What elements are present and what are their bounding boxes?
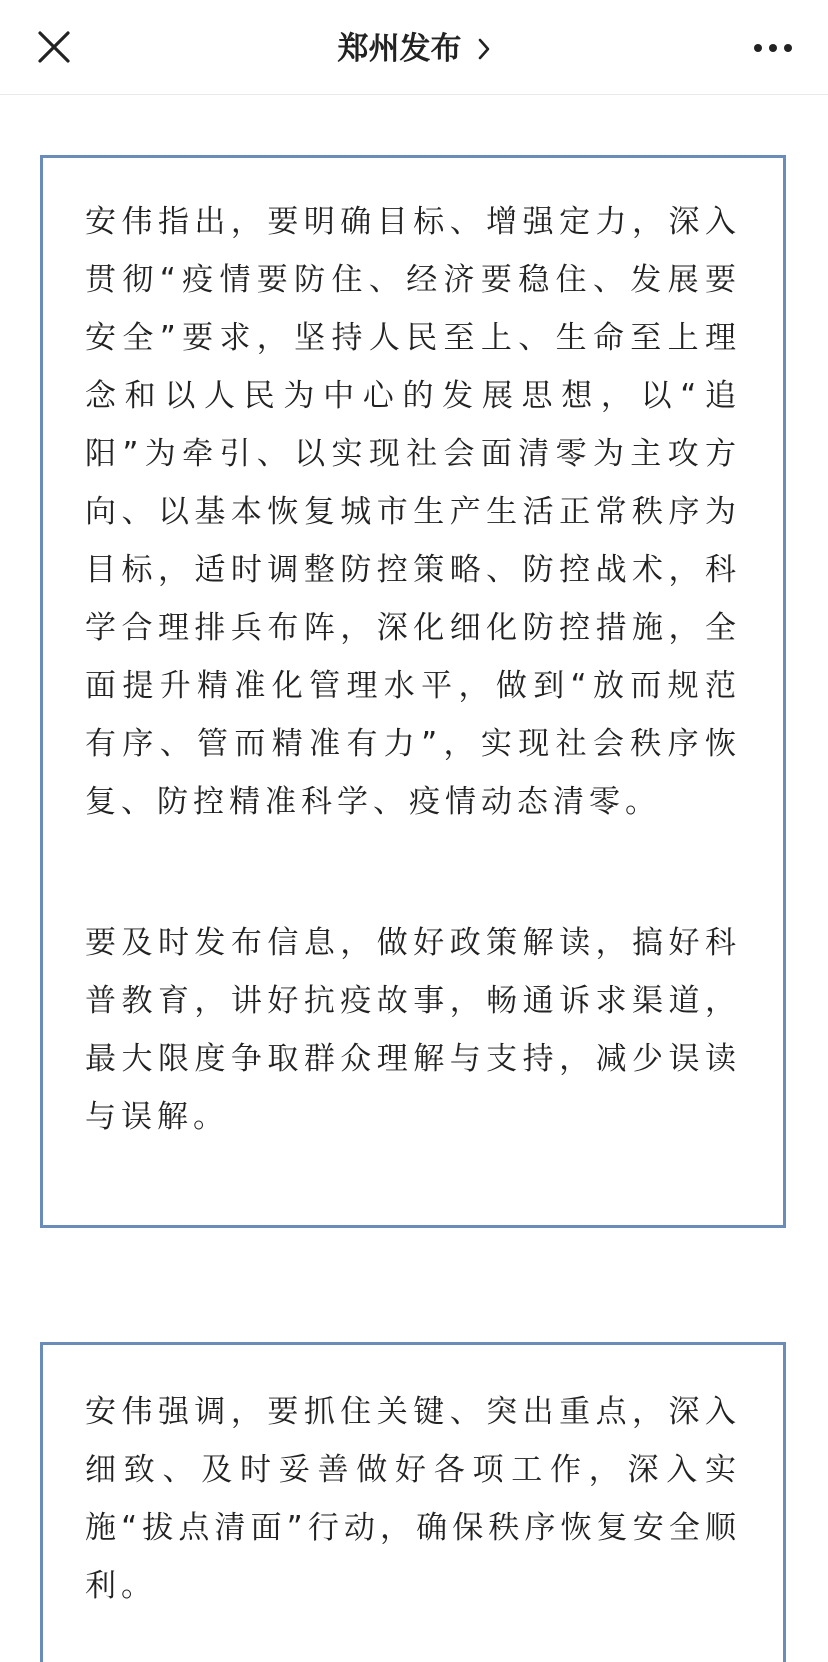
more-horizontal-icon	[750, 30, 796, 66]
article-paragraph: 安伟强调，要抓住关键、突出重点，深入细致、及时妥善做好各项工作，深入实施“拔点清面”行动，确保秩序恢复安全顺利。	[85, 1394, 741, 1604]
page-title: 郑州发布	[337, 30, 462, 67]
article-paragraph: 要及时发布信息，做好政策解读，搞好科普教育，讲好抗疫故事，畅通诉求渠道，最大限度争取群众理解与支持，减少误读与误解。	[85, 925, 741, 1135]
chevron-right-icon	[477, 37, 491, 61]
article-paragraph: 安伟指出，要明确目标、增强定力，深入贯彻“疫情要防住、经济要稳住、发展要安全”要求，坚持人民至上、生命至上理念和以人民为中心的发展思想，以“追阳”为牵引、以实现社会面清零为主攻方向、以基本恢复城市生产生活正常秩序为目标，适时调整防控策略、防控战术，科学合理排兵布阵，深化细化防控措施，全面提升精准化管理水平，做到“放而规范有序、管而精准有力”，实现社会秩序恢复、防控精准科学、疫情动态清零。	[85, 204, 741, 820]
article-quote-box-1	[40, 155, 786, 1228]
account-title-link[interactable]	[0, 26, 828, 70]
article-quote-box-2	[40, 1342, 786, 1662]
top-navigation-bar	[0, 0, 828, 95]
more-options-button[interactable]	[750, 30, 796, 66]
